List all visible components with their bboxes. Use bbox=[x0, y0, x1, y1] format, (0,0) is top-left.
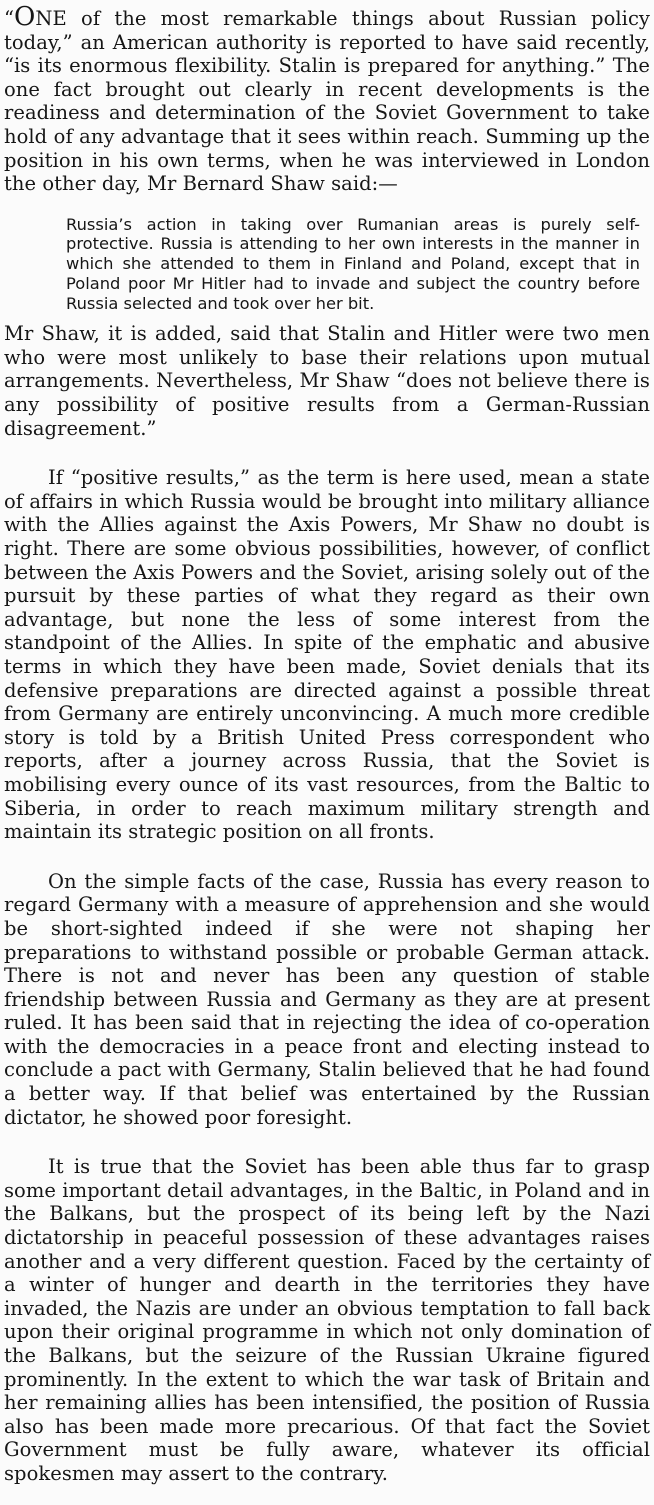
paragraph-4: On the simple facts of the case, Russia has every reason to regard Germany with a measure of apprehension and she would be short-sighted indeed if she were not shaping her preparations to withstand possible or probable German attack. There is not and never has been any question of stable friendship between Russia and Germany as they are at present ruled. It has been said that in rejecting the idea of co-operation with the democracies in a peace front and electing instead to conclude a pact with Germany, Stalin believed that he had found a better way. If that belief was entertained by the Russian dictator, he showed poor foresight. bbox=[4, 869, 650, 1129]
paragraph-3: If “positive results,” as the term is here used, mean a state of affairs in which Russia would be brought into military alliance with the Allies against the Axis Powers, Mr Shaw no doubt is right. There are some obvious possibilities, however, of conflict between the Axis Powers and the Soviet, arising solely out of the pursuit by these parties of what they regard as their own advantage, but none the less of some interest from the standpoint of the Allies. In spite of the emphatic and abusive terms in which they have been made, Soviet denials that its defensive preparations are directed against a possible threat from Germany are entirely unconvincing. A much more credible story is told by a British United Press correspondent who reports, after a journey across Russia, that the Soviet is mobilising every ounce of its vast resources, from the Baltic to Siberia, in order to reach maximum military strength and maintain its strategic position on all fronts. bbox=[4, 466, 650, 844]
drop-cap: O bbox=[14, 2, 36, 32]
paragraph-1 bbox=[4, 2, 650, 196]
paragraph-2: Mr Shaw, it is added, said that Stalin and Hitler were two men who were most unlikely to base their relations upon mutual arrangements. Nevertheless, Mr Shaw “does not believe there is any possibility of positive results from a German-Russian disagreement.” bbox=[4, 322, 650, 440]
paragraph-5: It is true that the Soviet has been able thus far to grasp some important detail advantages, in the Baltic, in Poland and in the Balkans, but the prospect of its being left by the Nazi dictatorship in peaceful possession of these advantages raises another and a very different question. Faced by the certainty of a winter of hunger and dearth in the territories they have invaded, the Nazis are under an obvious temptation to fall back upon their original programme in which not only domination of the Balkans, but the seizure of the Russian Ukraine figured prominently. In the extent to which the war task of Britain and her remaining allies has been intensified, the position of Russia also has been made more precarious. Of that fact the Soviet Government must be fully aware, whatever its official spokesmen may assert to the contrary. bbox=[4, 1155, 650, 1485]
paragraph-1-text: NE of the most remarkable things about Russian policy today,” an American authority is reported to have said recently, “is its enormous flexibility. Stalin is prepared for anything.” The one fact brought out clearly in recent developments is the readiness and determination of the Soviet Government to take hold of any advantage that it sees within reach. Summing up the position in his own terms, when he was interviewed in London the other day, Mr Bernard Shaw said:— bbox=[4, 7, 650, 196]
opening-quote-mark: “ bbox=[4, 7, 15, 30]
shaw-quotation: Russia’s action in taking over Rumanian areas is purely self-protective. Russia is attending to her own interests in the manner in which she attended to them in Finland and Poland, except that in Poland poor Mr Hitler had to invade and subject the country before Russia selected and took over her bit. bbox=[66, 214, 640, 313]
